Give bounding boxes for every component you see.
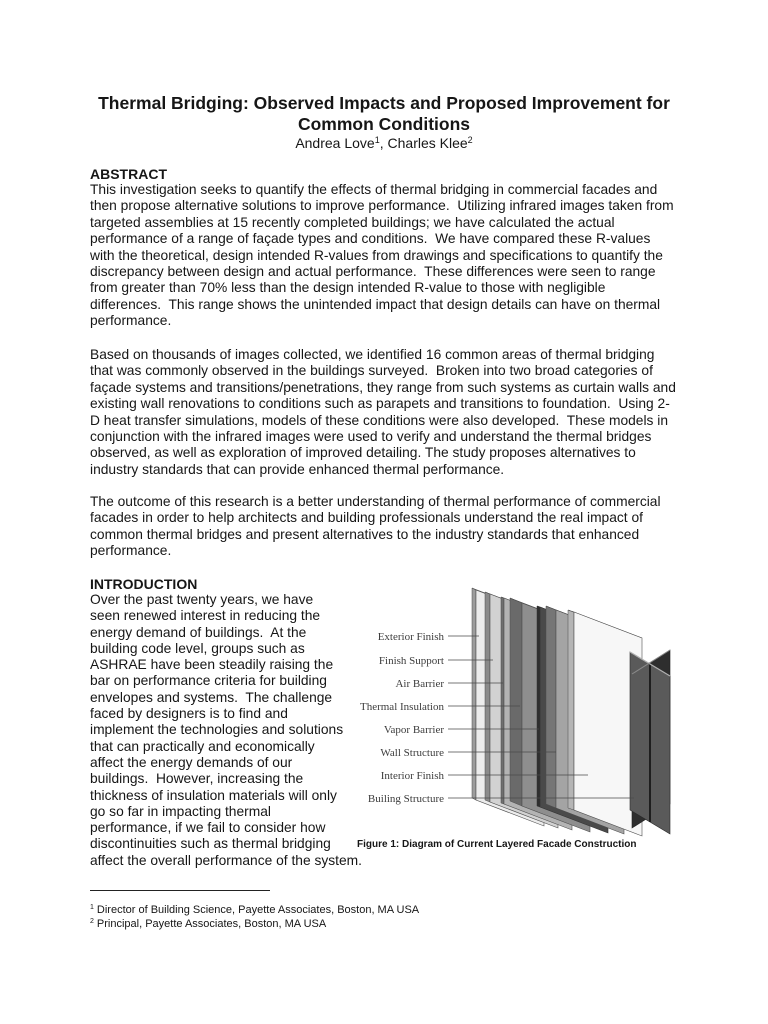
footnote bbox=[90, 918, 326, 932]
text-line: differences. This range shows the unintended impact that design details can have on thermal bbox=[90, 296, 661, 312]
text-line: targeted assemblies at 15 recently completed buildings; we have calculated the actual bbox=[90, 214, 615, 230]
text-line: affect the overall performance of the system. bbox=[90, 852, 362, 868]
text-line: façade systems and transitions/penetrations, they range from such systems as curtain walls and bbox=[90, 379, 676, 395]
label-air-barrier: Air Barrier bbox=[395, 678, 444, 690]
text-line: bar on performance criteria for building bbox=[90, 673, 327, 689]
figure-caption: Figure 1: Diagram of Current Layered Facade Construction bbox=[357, 839, 637, 850]
author-name: Andrea Love bbox=[295, 135, 375, 151]
abstract-paragraph bbox=[90, 182, 674, 330]
text-line: Over the past twenty years, we have bbox=[90, 592, 314, 607]
footnote-text: Principal, Payette Associates, Boston, MA USA bbox=[96, 918, 327, 930]
label-exterior-finish: Exterior Finish bbox=[377, 631, 444, 643]
footnote-mark: 2 bbox=[90, 918, 94, 925]
text-line: common thermal bridges and present alternatives to the industry standards that enhanced bbox=[90, 526, 640, 542]
text-line: D heat transfer simulations, models of these conditions were also developed. These models in bbox=[90, 412, 668, 428]
label-vapor-barrier: Vapor Barrier bbox=[383, 724, 444, 736]
text-line: discontinuities such as thermal bridging bbox=[90, 836, 331, 852]
text-line: energy demand of buildings. At the bbox=[90, 624, 307, 640]
abstract-paragraph bbox=[90, 347, 676, 478]
text-line: seen renewed interest in reducing the bbox=[90, 608, 321, 624]
layer-edge bbox=[568, 610, 574, 810]
layer-edge bbox=[501, 597, 504, 804]
footnote-text: Director of Building Science, Payette Associates, Boston, MA USA bbox=[96, 904, 420, 916]
text-line: The outcome of this research is a better understanding of thermal performance of commercial bbox=[90, 494, 661, 509]
text-line: This investigation seeks to quantify the effects of thermal bridging in commercial facades and bbox=[90, 182, 658, 197]
abstract-paragraph bbox=[90, 494, 661, 560]
label-interior-finish: Interior Finish bbox=[380, 770, 444, 782]
text-line: facades in order to help architects and building professionals understand the real impact of bbox=[90, 510, 643, 526]
label-finish-support: Finish Support bbox=[378, 655, 444, 667]
layer-edge bbox=[537, 606, 540, 807]
title-line: Common Conditions bbox=[297, 114, 471, 134]
title-line: Thermal Bridging: Observed Impacts and Proposed Improvement for bbox=[98, 93, 670, 113]
author-separator: , bbox=[379, 135, 388, 151]
text-line: buildings. However, increasing the bbox=[90, 771, 304, 787]
text-line: ASHRAE have been steadily raising the bbox=[90, 657, 334, 673]
text-line: faced by designers is to find and bbox=[90, 706, 288, 722]
text-line: observed, as well as exploration of improved detailing. The study proposes alternatives to bbox=[90, 445, 636, 461]
text-line: conjunction with the infrared images were used to verify and understand the thermal bridges bbox=[90, 429, 652, 445]
text-line: that can practically and economically bbox=[90, 738, 315, 754]
text-line: Based on thousands of images collected, we identified 16 common areas of thermal bridging bbox=[90, 347, 655, 362]
footnote-mark: 1 bbox=[90, 904, 94, 911]
text-line: discrepancy between design and actual performance. These differences were seen to range bbox=[90, 264, 656, 280]
author-affiliation-mark: 2 bbox=[467, 135, 473, 145]
layer-edge bbox=[472, 588, 476, 800]
footnote-divider bbox=[90, 890, 270, 891]
text-line: that was commonly observed in the buildings surveyed. Broken into two broad categories of bbox=[90, 363, 653, 379]
text-line: performance. bbox=[90, 313, 172, 329]
text-line: from greater than 70% less than the design intended R-value to those with negligible bbox=[90, 280, 606, 296]
author-list bbox=[0, 135, 768, 153]
building-structure-column bbox=[630, 650, 670, 834]
text-line: implement the technologies and solutions bbox=[90, 722, 344, 738]
layered-facade-diagram bbox=[350, 585, 680, 845]
text-line: envelopes and systems. The challenge bbox=[90, 689, 333, 705]
layer-edge bbox=[546, 606, 556, 808]
text-line: go so far in impacting thermal bbox=[90, 803, 271, 819]
introduction-heading: INTRODUCTION bbox=[90, 576, 198, 592]
paper-title bbox=[0, 93, 768, 135]
text-line: building code level, groups such as bbox=[90, 640, 305, 656]
author-name: Charles Klee bbox=[387, 135, 468, 151]
text-line: thickness of insulation materials will only bbox=[90, 787, 337, 803]
text-line: industry standards that can provide enhanced thermal performance. bbox=[90, 461, 505, 477]
author-affiliation-mark: 1 bbox=[374, 135, 380, 145]
layer-edge bbox=[485, 592, 490, 802]
footnote bbox=[90, 904, 419, 918]
text-line: performance. bbox=[90, 543, 172, 559]
text-line: performance, if we fail to consider how bbox=[90, 820, 326, 836]
introduction-paragraph bbox=[90, 592, 362, 869]
label-wall-structure: Wall Structure bbox=[380, 747, 444, 759]
abstract-heading: ABSTRACT bbox=[90, 166, 167, 182]
text-line: existing wall renovations to conditions such as parapets and transitions to foundation. Using 2- bbox=[90, 396, 670, 412]
text-line: then propose alternative solutions to improve performance. Utilizing infrared images taken from bbox=[90, 198, 674, 214]
label-thermal-insulation: Thermal Insulation bbox=[359, 701, 444, 713]
label-building-structure: Builing Structure bbox=[367, 793, 444, 805]
text-line: affect the energy demands of our bbox=[90, 754, 293, 770]
text-line: performance of a range of façade types and conditions. We have compared these R-values bbox=[90, 231, 651, 247]
text-line: with the theoretical, design intended R-values from drawings and specifications to quantify the bbox=[90, 247, 663, 263]
